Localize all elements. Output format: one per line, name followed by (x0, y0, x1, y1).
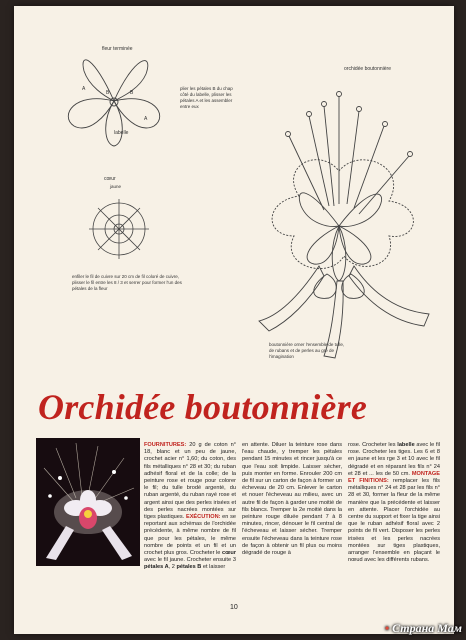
execution-text-3: , 2 (168, 564, 177, 571)
boutonniere-illustration (239, 76, 449, 366)
magazine-page (14, 6, 454, 634)
supplies-text: 20 g de coton n° 18, blanc et un peu de jaune, crochet acier n° 1,60; du coton, des fils métalliques n° 28 et 30; du ruban adhésif floral et de la colle; de la peinture rose et rouge pour colorer le fil; du tulle brodé argenté, du ruban argenté, du ruban rayé rose et argent ainsi que des perles irisées et des perles nacrées montées sur tiges plastiques. (144, 442, 236, 521)
column-instructions (242, 442, 342, 557)
watermark-name: Страна Мам (392, 621, 462, 635)
flower-note: plier les pétales B du chap côté du labelle, plisser les pétales A et les assembler entre eux (180, 86, 233, 109)
label-b-right: B (130, 90, 134, 96)
page-number: 10 (230, 604, 238, 611)
heart-diagram (84, 194, 154, 264)
execution-text: en se reportant aux schémas de l'orchidée précédente, à même nombre de fil que pour les pétales, le même nombre de points et un fil et un crochet plus gros. Crocheter le (144, 514, 236, 557)
watermark (385, 621, 462, 636)
heart-bold: cœur (222, 550, 236, 557)
label-a-right: A (144, 116, 148, 122)
execution-text-2: avec le fil jaune. Crocheter ensuite 3 (144, 557, 236, 564)
label-a-left: A (82, 86, 86, 92)
watermark-dot: • (384, 621, 390, 635)
column-assembly (348, 442, 440, 564)
page-title: Orchidée boutonnière (38, 387, 368, 427)
labelle-label: labelle (114, 130, 129, 136)
column-supplies (144, 442, 236, 572)
flower-finished-label: fleur terminée (102, 46, 133, 52)
assembly-heading: MONTAGE ET FINITIONS: (348, 470, 440, 485)
boutonniere-note: boutonnière orner l'ensemble de tulle, de rubans et de perles au gré de l'imagination (269, 342, 345, 359)
instructions-text: en attente. Diluer la teinture rose dans l'eau chaude, y tremper les pétales pendant 15 minutes et rincer jusqu'à ce que l'eau soit limpide. Laisser sécher, puis monter en forme. Enrouler 200 cm de fil sur un carton de façon à former un écheveau de 20 cm. Enlever le carton et nouer l'écheveau au milieu, avec un autre fil de façon à garder une moitié de fils blancs. Tremper la 2e moitié dans la peinture rouge diluée pendant 7 à 8 minutes, rincer, dénouer le fil central de l'écheveau et laisser sécher. Tremper ensuite l'écheveau dans la teinture rose de façon à obtenir un fil plus ou moins dégradé de rouge à (242, 442, 342, 557)
heart-note: enfiler le fil de cuivre sur 20 cm de fil coloré de cuivre, plisser le fil entre les 8 / 3 et serrer pour former l'un des pétales de la fleur (72, 274, 182, 291)
boutonniere-title-label: orchidée boutonnière (344, 66, 391, 72)
petals-b-bold: pétales B (176, 564, 202, 571)
labelle-bold: labelle (397, 442, 415, 448)
heart-color-label: jaune (110, 184, 122, 189)
label-b-left: B (106, 90, 110, 96)
heart-label: cœur (104, 176, 116, 182)
petals-a-bold: pétales A (144, 564, 169, 571)
assembly-text-3: remplacer les fils métalliques n° 24 et 28 par les fils n° 28 et 30, former la fleur de la même manière que la précédente et laisser en attente. Placer l'orchidée au centre du support et fixer la tige ainsi que le ruban adhésif floral avec 2 points de fil vert. Disposer les perles irisées et les perles nacrées montées sur tiges plastiques, arranger l'ensemble en plaçant le nœud avec les différents rubans. (348, 478, 440, 564)
execution-heading: EXÉCUTION: (185, 514, 221, 521)
execution-text-4: et laisser (201, 564, 226, 571)
orchid-photo (36, 438, 140, 566)
flower-diagram (54, 46, 174, 156)
assembly-text-2: avec le fil rose. Crocheter les tiges. Les 6 et 8 en jaune et les rge 3 et 10 avec le fil dégradé et en réparant les fils n° 24 et 28 et ... les de 50 cm. (348, 442, 441, 477)
supplies-heading: FOURNITURES: (144, 442, 187, 448)
assembly-text-1: rose. Crocheter les (348, 442, 398, 448)
